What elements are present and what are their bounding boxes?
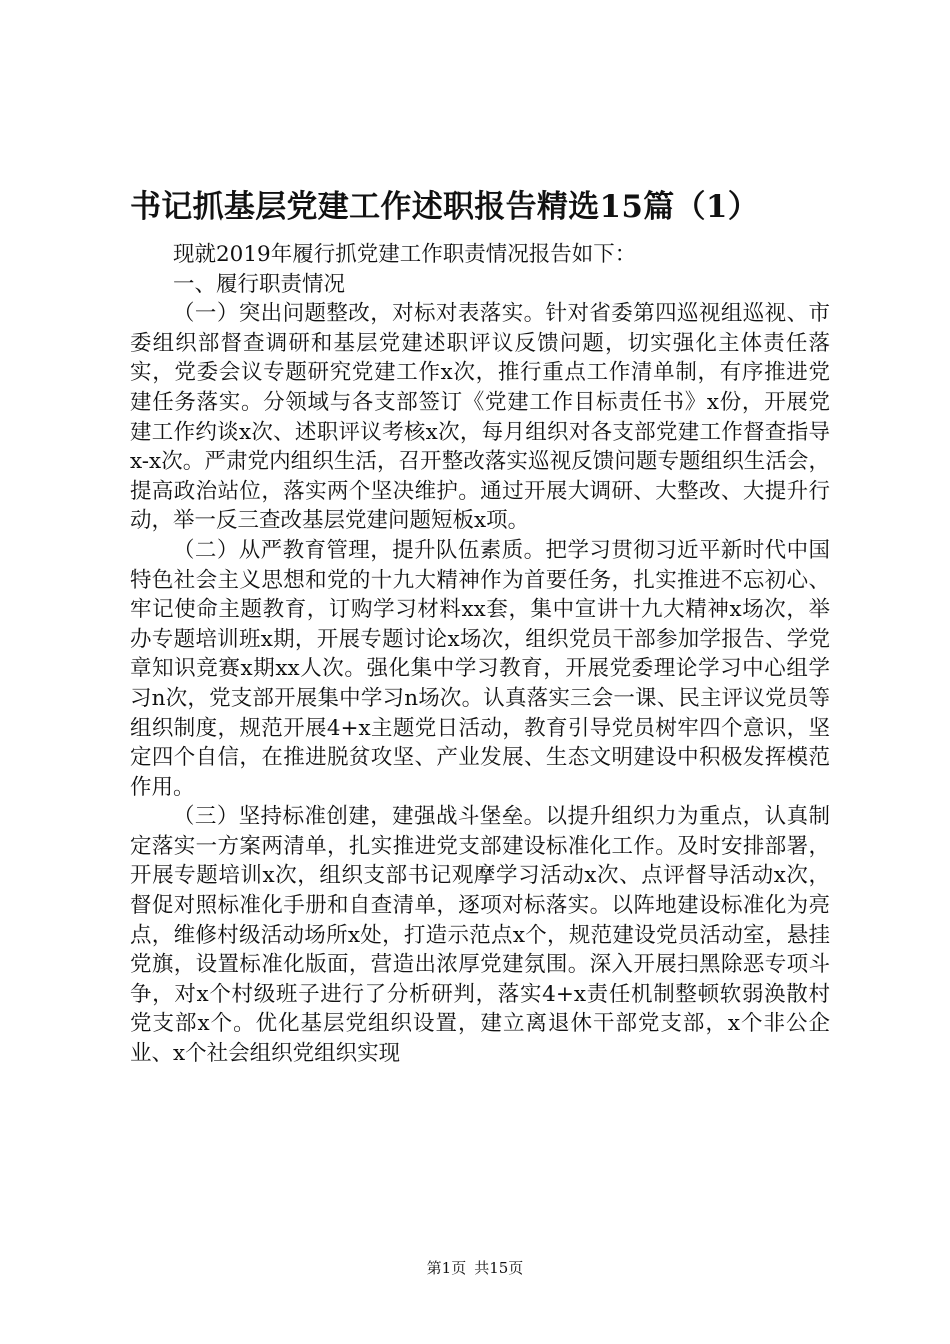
document-body <box>130 240 830 1069</box>
document-title: 书记抓基层党建工作述职报告精选15篇（1） <box>130 189 760 225</box>
page-footer <box>0 1258 950 1278</box>
section-heading: 一、履行职责情况 <box>173 271 346 297</box>
page-number: 第1页 <box>426 1259 467 1277</box>
intro-paragraph: 现就2019年履行抓党建工作职责情况报告如下： <box>173 242 637 267</box>
page-total: 共15页 <box>474 1259 524 1277</box>
body-paragraph: （一）突出问题整改，对标对表落实。针对省委第四巡视组巡视、市委组织部督查调研和基层党建述职评议反馈问题，切实强化主体责任落实，党委会议专题研究党建工作x次，推行重点工作清单制，有序推进党建任务落实。分领域与各支部签订《党建工作目标责任书》x份，开展党建工作约谈x次、述职评议考核x次，每月组织对各支部党建工作督查指导x-x次。严肃党内组织生活，召开整改落实巡视反馈问题专题组织生活会，提高政治站位，落实两个坚决维护。通过开展大调研、大整改、大提升行动，举一反三查改基层党建问题短板x项。 <box>130 301 830 534</box>
body-paragraph: （三）坚持标准创建，建强战斗堡垒。以提升组织力为重点，认真制定落实一方案两清单，扎实推进党支部建设标准化工作。及时安排部署，开展专题培训x次，组织支部书记观摩学习活动x次、点评督导活动x次，督促对照标准化手册和自查清单，逐项对标落实。以阵地建设标准化为亮点，维修村级活动场所x处，打造示范点x个，规范建设党员活动室，悬挂党旗，设置标准化版面，营造出浓厚党建氛围。深入开展扫黑除恶专项斗争，对x个村级班子进行了分析研判，落实4+x责任机制整顿软弱涣散村党支部x个。优化基层党组织设置，建立离退休干部党支部，x个非公企业、x个社会组织党组织实现 <box>130 804 830 1067</box>
body-paragraph: （二）从严教育管理，提升队伍素质。把学习贯彻习近平新时代中国特色社会主义思想和党的十九大精神作为首要任务，扎实推进不忘初心、牢记使命主题教育，订购学习材料xx套，集中宣讲十九大精神x场次，举办专题培训班x期，开展专题讨论x场次，组织党员干部参加学报告、学党章知识竞赛x期xx人次。强化集中学习教育，开展党委理论学习中心组学习n次，党支部开展集中学习n场次。认真落实三会一课、民主评议党员等组织制度，规范开展4+x主题党日活动，教育引导党员树牢四个意识，坚定四个自信，在推进脱贫攻坚、产业发展、生态文明建设中积极发挥模范作用。 <box>130 537 830 800</box>
